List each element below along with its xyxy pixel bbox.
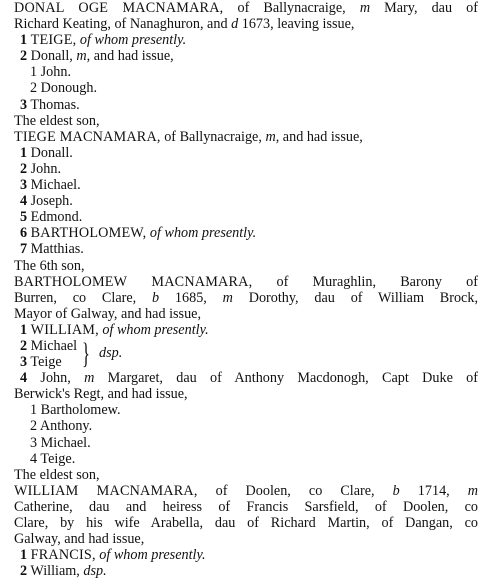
child-number: 3 (20, 96, 28, 113)
list-item: 2 William, dsp. (20, 563, 107, 580)
child-number: 6 (20, 225, 28, 242)
child-number: 2 (20, 48, 28, 65)
child-number: 7 (20, 241, 28, 258)
child-number: 1 (20, 321, 28, 338)
list-item: 6 BARTHOLOMEW, of whom presently. (20, 225, 257, 242)
list-item: 2 Donough. (30, 80, 97, 97)
person-name: DONAL OGE MACNAMARA, (14, 0, 224, 16)
text-line: Mayor of Galway, and had issue, (14, 305, 202, 322)
list-item: 7 Matthias. (20, 241, 84, 258)
child-number: 1 (30, 402, 38, 419)
list-item: 1 Donall. (20, 144, 73, 161)
list-item: 3 Thomas. (20, 96, 80, 113)
person-name: BARTHOLOMEW, (30, 225, 147, 242)
text-line: Burren, co Clare, b 1685, m Dorothy, dau of William Brock, (14, 289, 478, 306)
list-item: 4 Teige. (30, 450, 76, 467)
list-item: 1 TEIGE, of whom presently. (20, 32, 187, 49)
child-number: 1 (20, 547, 28, 564)
child-number: 2 (20, 563, 28, 580)
list-item: 2 Anthony. (30, 418, 93, 435)
child-number: 4 (20, 370, 28, 387)
list-item: 3 Michael. (30, 434, 91, 451)
child-number: 1 (20, 32, 28, 49)
list-item: 2 Michael (20, 337, 78, 354)
list-item: 1 WILLIAM, of whom presently. (20, 321, 209, 338)
child-number: 2 (30, 418, 38, 435)
text-line: Clare, by his wife Arabella, dau of Richard Martin, of Dangan, co (14, 515, 478, 531)
person-name: BARTHOLOMEW MACNAMARA, (14, 273, 253, 290)
list-item: 1 FRANCIS, of whom presently. (20, 547, 206, 564)
list-item: 2 John. (20, 160, 61, 177)
child-number: 1 (30, 64, 38, 81)
person-name: WILLIAM MACNAMARA, (14, 482, 198, 499)
genealogy-page (14, 0, 478, 579)
person-name: TEIGE, (30, 32, 77, 49)
brace-group-dsp (14, 338, 478, 370)
child-number: 2 (20, 337, 28, 354)
child-number: 4 (30, 450, 38, 467)
child-number: 4 (20, 193, 28, 210)
list-item: 1 John. (30, 64, 71, 81)
child-number: 2 (30, 80, 38, 97)
child-number: 1 (20, 144, 28, 161)
text-line: Galway, and had issue, (14, 531, 145, 548)
child-number: 3 (20, 177, 28, 194)
text-line: The 6th son, (14, 257, 85, 274)
child-number: 3 (30, 434, 38, 451)
brace-note: dsp. (99, 344, 123, 361)
entry-heading-bartholomew: BARTHOLOMEW MACNAMARA, of Muraghlin, Barony of (14, 273, 478, 290)
list-item: 3 Michael. (20, 177, 81, 194)
child-number: 3 (20, 354, 28, 371)
list-item: 4 John, m Margaret, dau of Anthony Macdonogh, Capt Duke of (20, 370, 478, 387)
list-item: 1 Bartholomew. (30, 402, 121, 419)
child-number: 5 (20, 209, 28, 226)
entry-heading-donal: DONAL OGE MACNAMARA, of Ballynacraige, m Mary, dau of (14, 0, 478, 16)
text-line: Berwick's Regt, and had issue, (14, 386, 188, 403)
text-line: The eldest son, (14, 466, 100, 483)
text-line: The eldest son, (14, 112, 100, 129)
list-item: 3 Teige (20, 354, 62, 371)
person-name: TIEGE MACNAMARA, (14, 128, 161, 145)
list-item: 5 Edmond. (20, 209, 83, 226)
entry-heading-tiege: TIEGE MACNAMARA, of Ballynacraige, m, and had issue, (14, 128, 363, 145)
list-item: 2 Donall, m, and had issue, (20, 48, 174, 65)
right-brace-icon: } (82, 336, 90, 370)
child-number: 2 (20, 160, 28, 177)
text-line: Catherine, dau and heiress of Francis Sarsfield, of Doolen, co (14, 498, 478, 515)
entry-heading-william: WILLIAM MACNAMARA, of Doolen, co Clare, b 1714, m (14, 482, 478, 499)
list-item: 4 Joseph. (20, 193, 73, 210)
text-line: Richard Keating, of Nanaghuron, and d 1673, leaving issue, (14, 16, 355, 33)
person-name: WILLIAM, (30, 321, 99, 338)
person-name: FRANCIS, (30, 547, 96, 564)
